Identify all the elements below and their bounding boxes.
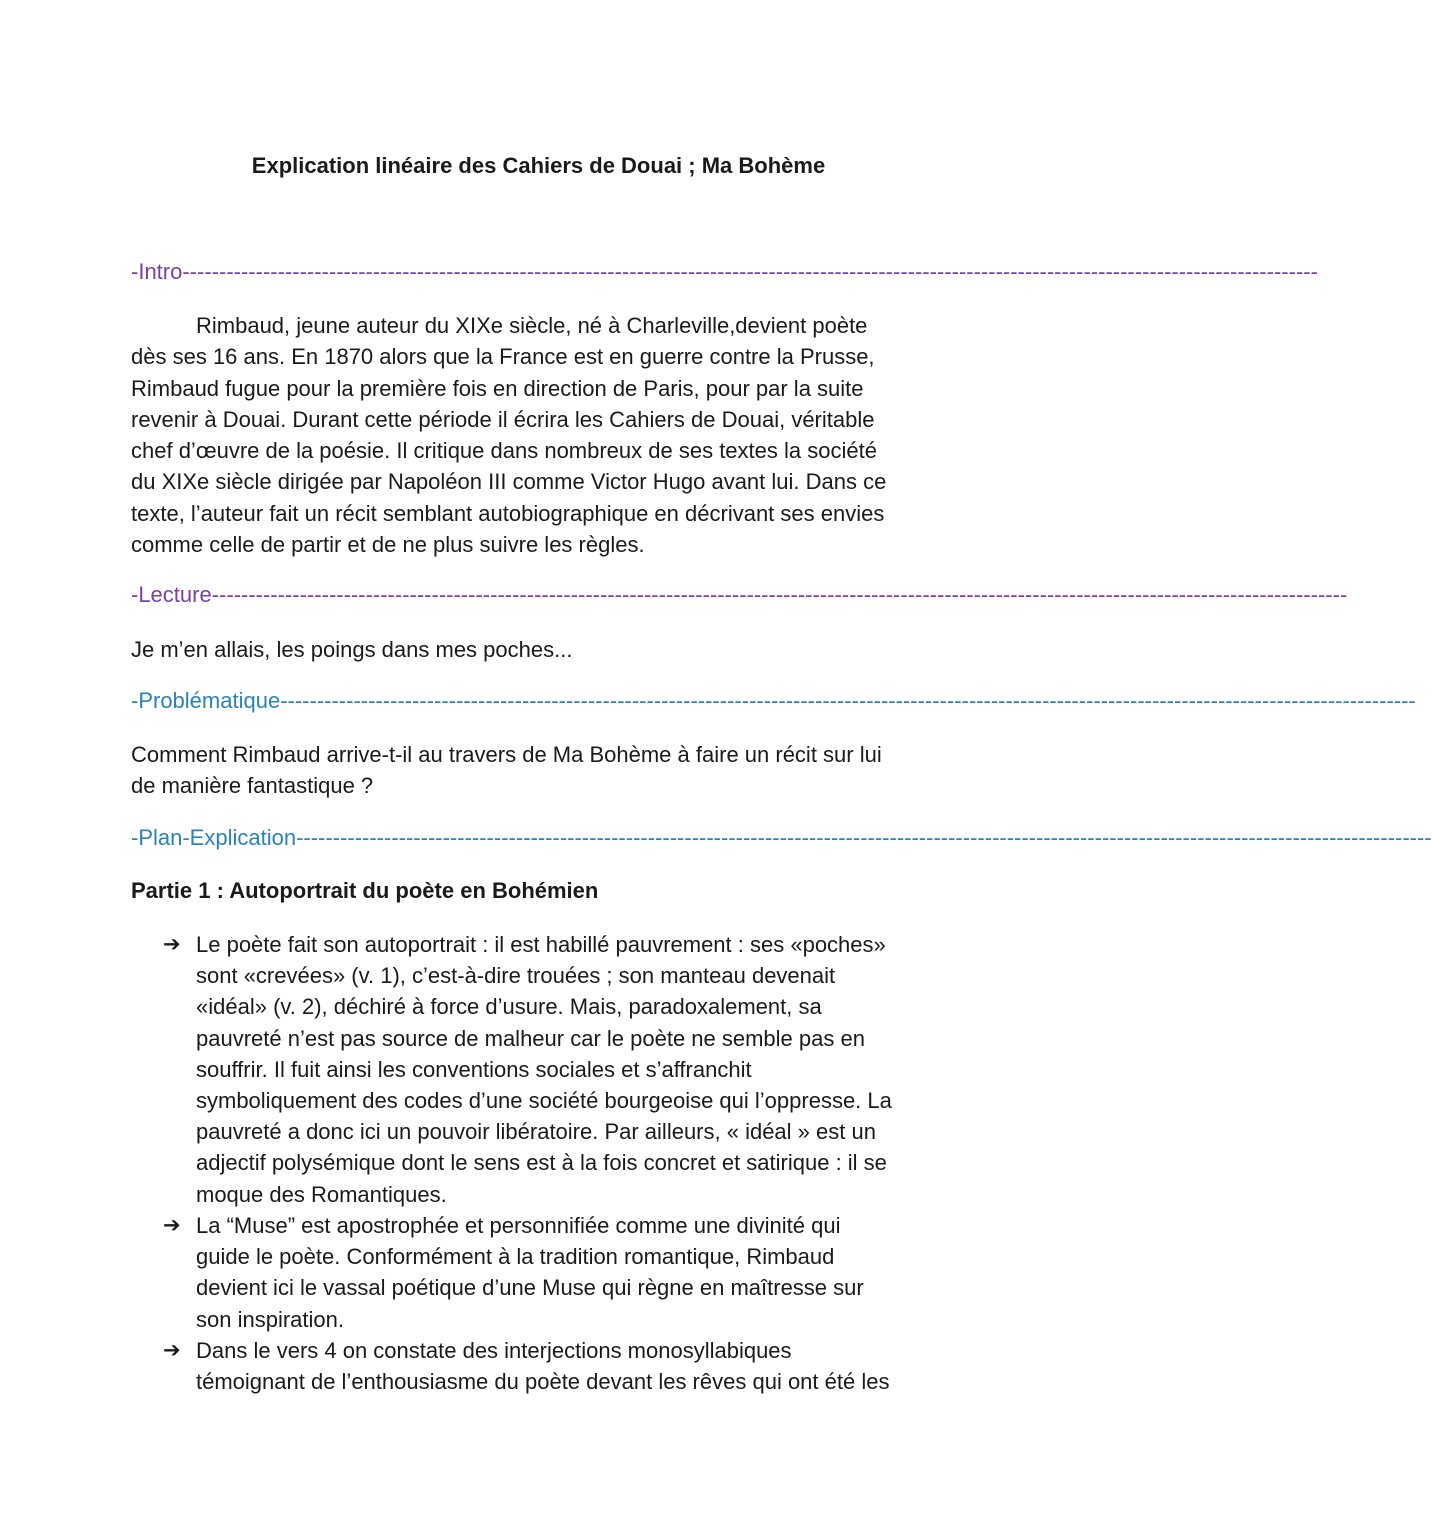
list-item: [163, 929, 946, 1210]
problematique-divider: -----------------------------------------------------------------------------------------------------------------------------------------------------------: [280, 688, 1416, 713]
bullet-line: symboliquement des codes d’une société bourgeoise qui l’oppresse. La: [196, 1088, 892, 1114]
bullet-line: son inspiration.: [196, 1306, 344, 1332]
plan-heading: [131, 824, 1432, 852]
plan-label: -Plan-Explication: [131, 825, 297, 850]
bullet-line: Le poète fait son autoportrait : il est habillé pauvrement : ses «poches»: [196, 932, 886, 957]
arrow-bullet-icon: ➔: [163, 1214, 181, 1237]
lecture-heading: [131, 581, 1348, 609]
bullet-line: moque des Romantiques.: [196, 1181, 447, 1207]
document-title: Explication linéaire des Cahiers de Douai ; Ma Bohème: [251, 153, 826, 178]
intro-line: du XIXe siècle dirigée par Napoléon III comme Victor Hugo avant lui. Dans ce: [131, 469, 887, 495]
plan-divider: -----------------------------------------------------------------------------------------------------------------------------------------------------------: [296, 825, 1432, 850]
problematique-line: de manière fantastique ?: [131, 773, 374, 799]
intro-label: -Intro: [131, 259, 183, 284]
intro-line: dès ses 16 ans. En 1870 alors que la France est en guerre contre la Prusse,: [131, 344, 875, 370]
bullet-line: Dans le vers 4 on constate des interjections monosyllabiques: [196, 1338, 792, 1363]
lecture-paragraph: [131, 634, 946, 665]
bullet-line: témoignant de l’enthousiasme du poète devant les rêves qui ont été les: [196, 1369, 890, 1395]
bullet-line: pauvreté a donc ici un pouvoir libératoire. Par ailleurs, « idéal » est un: [196, 1119, 876, 1145]
arrow-bullet-icon: ➔: [163, 1339, 181, 1362]
intro-paragraph: [131, 310, 946, 560]
bullet-line: souffrir. Il fuit ainsi les conventions sociales et s’affranchit: [196, 1056, 752, 1082]
problematique-paragraph: [131, 739, 946, 802]
intro-line: chef d’œuvre de la poésie. Il critique dans nombreux de ses textes la société: [131, 438, 877, 464]
bullet-line: adjectif polysémique dont le sens est à la fois concret et satirique : il se: [196, 1150, 887, 1176]
intro-line: Rimbaud fugue pour la première fois en direction de Paris, pour par la suite: [131, 375, 864, 401]
bullet-line: «idéal» (v. 2), déchiré à force d’usure. Mais, paradoxalement, sa: [196, 994, 822, 1020]
bullet-line: pauvreté n’est pas source de malheur car le poète ne semble pas en: [196, 1025, 865, 1051]
arrow-bullet-icon: ➔: [163, 933, 181, 956]
bullet-line: devient ici le vassal poétique d’une Muse qui règne en maîtresse sur: [196, 1275, 864, 1301]
bullet-line: guide le poète. Conformément à la tradition romantique, Rimbaud: [196, 1244, 835, 1270]
lecture-label: -Lecture: [131, 582, 212, 607]
lecture-divider: -----------------------------------------------------------------------------------------------------------------------------------------------------------: [211, 582, 1348, 607]
intro-line: comme celle de partir et de ne plus suivre les règles.: [131, 532, 645, 558]
list-item: [163, 1335, 946, 1397]
problematique-line: Comment Rimbaud arrive-t-il au travers de Ma Bohème à faire un récit sur lui: [131, 742, 882, 767]
part1-title: Partie 1 : Autoportrait du poète en Bohémien: [131, 878, 599, 903]
intro-heading: [131, 258, 1318, 286]
intro-line: revenir à Douai. Durant cette période il écrira les Cahiers de Douai, véritable: [131, 406, 875, 432]
list-item: [163, 1210, 946, 1335]
intro-line: texte, l’auteur fait un récit semblant autobiographique en décrivant ses envies: [131, 500, 885, 526]
bullet-line: sont «crevées» (v. 1), c’est-à-dire trouées ; son manteau devenait: [196, 963, 836, 989]
lecture-text: Je m’en allais, les poings dans mes poches...: [131, 637, 573, 662]
bullet-line: La “Muse” est apostrophée et personnifiée comme une divinité qui: [196, 1213, 841, 1238]
intro-divider: -----------------------------------------------------------------------------------------------------------------------------------------------------------: [182, 259, 1318, 284]
problematique-label: -Problématique: [131, 688, 281, 713]
intro-line: Rimbaud, jeune auteur du XIXe siècle, né à Charleville,devient poète: [196, 313, 868, 338]
problematique-heading: [131, 687, 1416, 715]
